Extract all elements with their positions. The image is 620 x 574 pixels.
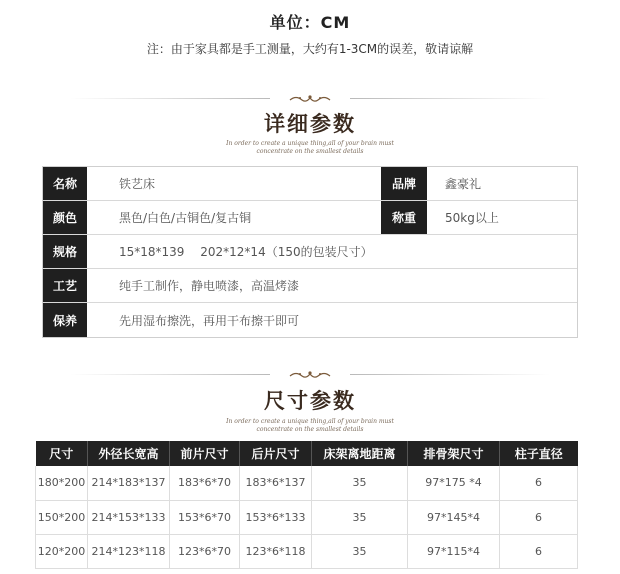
table-cell: 123*6*118 [240, 534, 312, 568]
spec-script-line-2: concentrate on the smallest details [256, 148, 364, 155]
spec-script-line-1: In order to create a unique thing,all of your brain must [226, 140, 394, 147]
ornament-divider [70, 369, 550, 381]
table-cell: 183*6*137 [240, 466, 312, 500]
measurement-note: 注：由于家具都是手工测量，大约有1-3CM的误差，敬请谅解 [146, 42, 474, 56]
column-header: 排骨架尺寸 [408, 441, 500, 466]
ornament-divider [70, 93, 550, 105]
table-cell: 6 [500, 466, 578, 500]
spec-value: 铁艺床 [119, 177, 156, 191]
spec-row-color [43, 201, 577, 235]
spec-value: 黑色/白色/古铜色/复古铜 [119, 211, 252, 225]
column-header: 柱子直径 [500, 441, 578, 466]
size-table [35, 441, 578, 569]
table-cell: 120*200 [36, 534, 88, 568]
size-table-header [36, 441, 578, 466]
table-cell: 214*183*137 [88, 466, 170, 500]
spec-row-craft [43, 269, 577, 303]
spec-label: 颜色 [43, 201, 89, 234]
size-section-title: 尺寸参数 [264, 389, 356, 413]
table-cell: 153*6*133 [240, 500, 312, 534]
unit-label: 单位：CM [269, 13, 351, 32]
table-cell: 35 [312, 534, 408, 568]
column-header: 床架离地距离 [312, 441, 408, 466]
table-cell: 214*123*118 [88, 534, 170, 568]
table-row [36, 500, 578, 534]
spec-row-care [43, 303, 577, 337]
column-header: 前片尺寸 [170, 441, 240, 466]
ornament-icon [288, 93, 332, 105]
table-cell: 35 [312, 466, 408, 500]
spec-value: 先用湿布擦洗，再用干布擦干即可 [119, 313, 300, 328]
ornament-icon [288, 369, 332, 381]
table-cell: 6 [500, 534, 578, 568]
spec-label: 保养 [43, 303, 89, 337]
spec-label: 名称 [43, 167, 89, 200]
spec-row-size [43, 235, 577, 269]
table-cell: 123*6*70 [170, 534, 240, 568]
spec-table [42, 166, 578, 338]
table-cell: 6 [500, 500, 578, 534]
spec-row-name [43, 167, 577, 201]
table-cell: 214*153*133 [88, 500, 170, 534]
column-header: 尺寸 [36, 441, 88, 466]
table-cell: 97*145*4 [408, 500, 500, 534]
table-cell: 35 [312, 500, 408, 534]
table-row [36, 534, 578, 568]
table-row [36, 466, 578, 500]
spec-value: 50kg以上 [445, 211, 499, 225]
spec-label: 品牌 [381, 167, 429, 200]
table-cell: 97*175 *4 [408, 466, 500, 500]
spec-section-title: 详细参数 [264, 112, 356, 136]
spec-label: 规格 [43, 235, 89, 268]
table-cell: 97*115*4 [408, 534, 500, 568]
spec-value: 纯手工制作，静电喷漆，高温烤漆 [119, 279, 300, 293]
column-header: 后片尺寸 [240, 441, 312, 466]
spec-label: 工艺 [43, 269, 89, 302]
table-cell: 150*200 [36, 500, 88, 534]
spec-value: 15*18*139 202*12*14（150的包装尺寸） [119, 245, 373, 259]
table-cell: 183*6*70 [170, 466, 240, 500]
table-cell: 153*6*70 [170, 500, 240, 534]
column-header: 外径长宽高 [88, 441, 170, 466]
table-cell: 180*200 [36, 466, 88, 500]
spec-label: 称重 [381, 201, 429, 234]
size-script-line-1: In order to create a unique thing,all of your brain must [226, 418, 394, 425]
size-script-line-2: concentrate on the smallest details [256, 426, 364, 433]
spec-value: 鑫豪礼 [445, 177, 482, 191]
